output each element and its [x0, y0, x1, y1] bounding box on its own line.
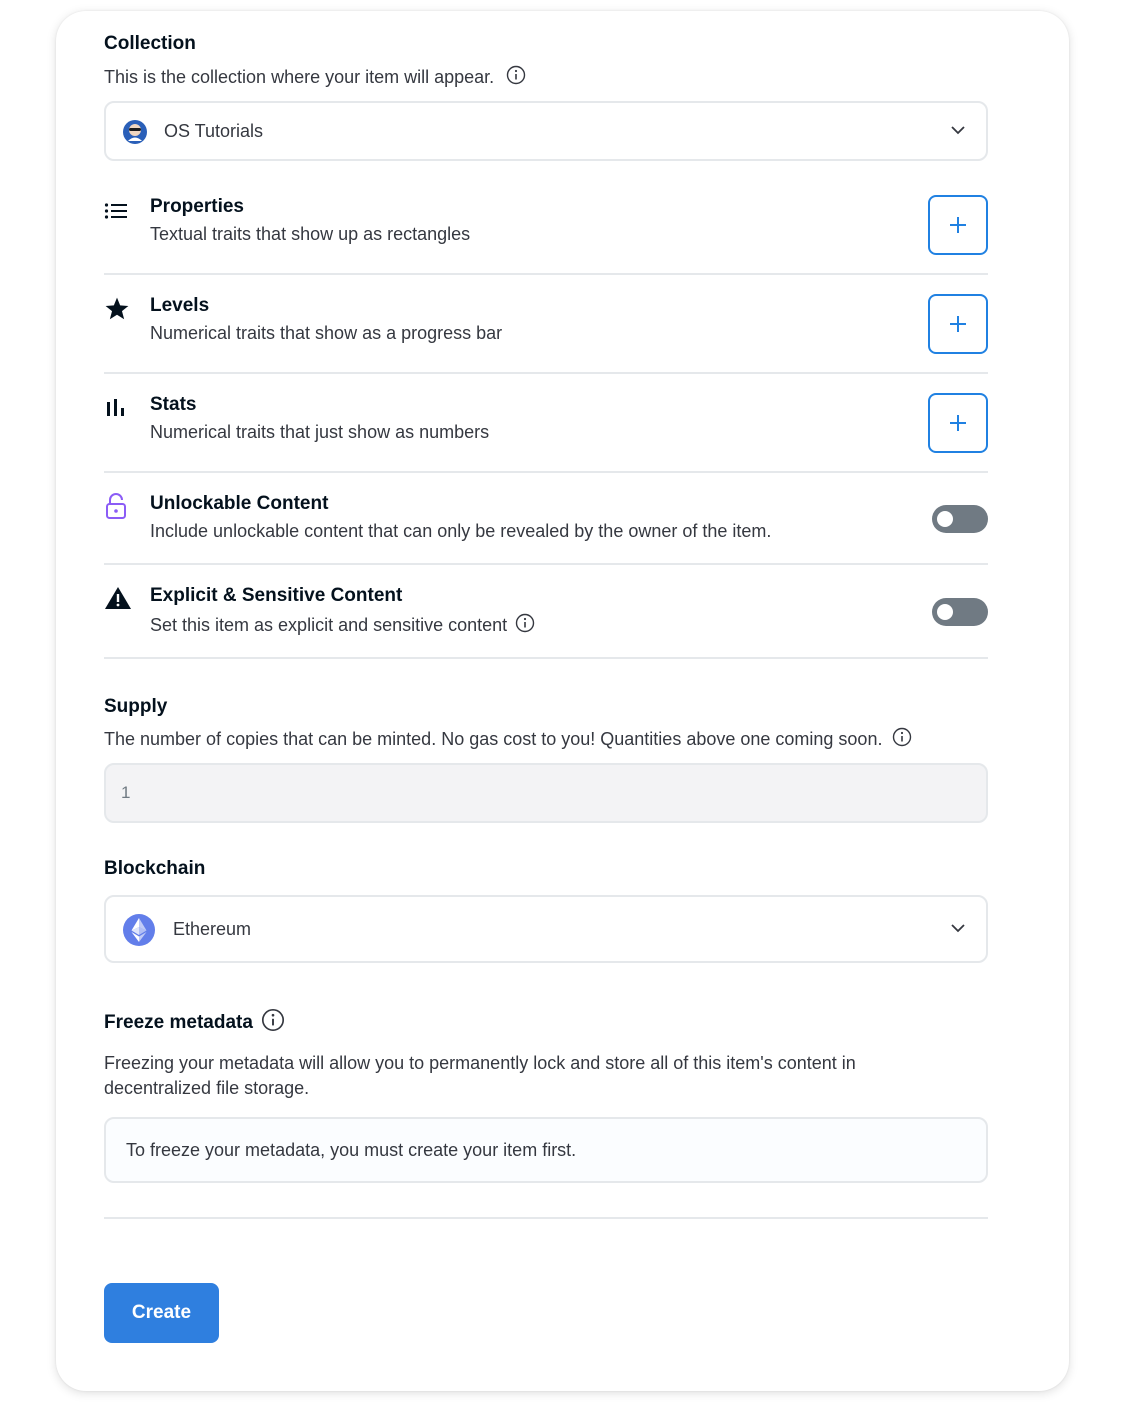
- blockchain-selected-value: Ethereum: [173, 918, 252, 939]
- levels-subtitle: Numerical traits that show as a progress bar: [150, 323, 503, 343]
- explicit-content-subtitle-row: [150, 613, 535, 638]
- bar-chart-icon: [104, 399, 126, 422]
- freeze-note: To freeze your metadata, you must create your item first.: [104, 1117, 988, 1183]
- info-icon[interactable]: [261, 1008, 285, 1037]
- freeze-label-row: [104, 1008, 285, 1037]
- star-icon: [104, 296, 130, 327]
- supply-description: The number of copies that can be minted. No gas cost to you! Quantities above one coming soon.: [104, 729, 883, 749]
- plus-icon: [948, 413, 968, 433]
- blockchain-select[interactable]: [104, 895, 988, 963]
- unlockable-content-title: Unlockable Content: [150, 493, 329, 514]
- plus-icon: [948, 314, 968, 334]
- collection-label: Collection: [104, 33, 196, 54]
- add-levels-button[interactable]: [928, 294, 988, 354]
- stats-row: [104, 393, 988, 473]
- properties-subtitle: Textual traits that show up as rectangles: [150, 224, 471, 244]
- unlockable-content-subtitle: Include unlockable content that can only be revealed by the owner of the item.: [150, 521, 772, 541]
- info-icon[interactable]: [515, 613, 535, 638]
- plus-icon: [948, 215, 968, 235]
- supply-label: Supply: [104, 696, 168, 717]
- properties-row: [104, 195, 988, 275]
- levels-row: [104, 294, 988, 374]
- properties-title: Properties: [150, 196, 244, 217]
- collection-select[interactable]: [104, 101, 988, 161]
- add-properties-button[interactable]: [928, 195, 988, 255]
- lock-icon: [104, 492, 128, 525]
- unlockable-content-toggle[interactable]: [932, 505, 988, 533]
- unlockable-content-row: [104, 492, 988, 565]
- freeze-label: Freeze metadata: [104, 1011, 253, 1033]
- create-item-card: [56, 11, 1069, 1391]
- explicit-content-subtitle: Set this item as explicit and sensitive content: [150, 615, 508, 635]
- stats-subtitle: Numerical traits that just show as numbers: [150, 422, 490, 442]
- warning-icon: [104, 586, 132, 615]
- list-icon: [104, 203, 128, 224]
- chevron-down-icon: [950, 920, 966, 938]
- toggle-knob: [937, 511, 953, 527]
- levels-title: Levels: [150, 295, 210, 316]
- toggle-knob: [937, 604, 953, 620]
- explicit-content-toggle[interactable]: [932, 598, 988, 626]
- explicit-content-title: Explicit & Sensitive Content: [150, 585, 403, 606]
- info-icon[interactable]: [892, 727, 912, 752]
- collection-avatar-icon: [122, 119, 148, 150]
- supply-description-row: [104, 727, 912, 752]
- freeze-description: Freezing your metadata will allow you to permanently lock and store all of this item's content in decentralized file storage.: [104, 1053, 856, 1098]
- ethereum-icon: [122, 913, 156, 952]
- blockchain-label: Blockchain: [104, 858, 206, 879]
- info-icon[interactable]: [506, 65, 526, 90]
- chevron-down-icon: [950, 122, 966, 140]
- create-button[interactable]: Create: [104, 1283, 219, 1343]
- add-stats-button[interactable]: [928, 393, 988, 453]
- supply-input[interactable]: 1: [104, 763, 988, 823]
- collection-description: This is the collection where your item will appear.: [104, 67, 495, 87]
- collection-description-row: [104, 65, 526, 90]
- explicit-content-row: [104, 584, 988, 659]
- stats-title: Stats: [150, 394, 197, 415]
- collection-selected-value: OS Tutorials: [164, 120, 264, 141]
- divider: [104, 1217, 988, 1219]
